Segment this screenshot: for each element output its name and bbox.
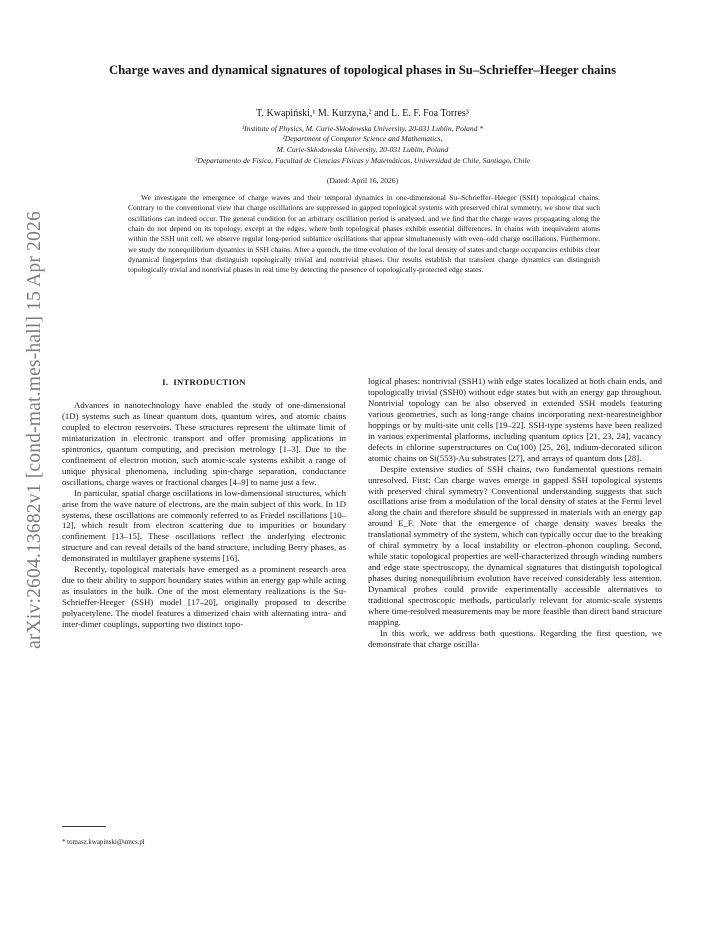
date-line: (Dated: April 16, 2026) (326, 176, 399, 185)
paragraph: In particular, spatial charge oscillations in low-dimensional structures, which arise from the wave nature of electrons, are the main subject of this work. In 1D systems, these oscillations are commonly referred to as Friedel oscillations [10–12], which result from electron scattering due to impurities or boundary confinement [13–15]. These oscillations reflect the underlying electronic structure and can reveal details of the band structure, including Berry phases, as demonstrated in multilayer graphene systems [16]. (62, 487, 346, 564)
arxiv-identifier-margin (20, 200, 50, 660)
paragraph: Despite extensive studies of SSH chains, two fundamental questions remain unresolved. First: Can charge waves emerge in gapped SSH topological systems with preserved chiral symmetry? Conventional understanding suggests that such oscillations arise from a modulation of the local density of states at the Fermi level along the chain and therefore should be suppressed in materials with an energy gap around E_F. Note that the emergence of charge density waves breaks the translational symmetry of the system, which can typically occur due to the breaking of chiral symmetry by a local instability or electron–phonon coupling. Second, while static topological properties are well-characterized through winding numbers and edge state spectroscopy, the dynamical signatures that distinguish topological phases during nonequilibrium evolution have received considerably less attention. Dynamical probes could provide experimentally accessible alternatives to traditional spectroscopic methods, particularly relevant for atomic-scale systems where time-resolved measurements may be more feasible than direct band structure mapping. (368, 463, 662, 627)
section-title: INTRODUCTION (173, 377, 246, 387)
left-column (62, 400, 346, 630)
paragraph: In this work, we address both questions. Regarding the first question, we demonstrate that charge oscilla- (368, 627, 662, 649)
paper-title: Charge waves and dynamical signatures of topological phases in Su–Schrieffer–Heeger chains (108, 63, 617, 77)
paragraph: Advances in nanotechnology have enabled the study of one-dimensional (1D) systems such as linear quantum dots, quantum wires, and atomic chains coupled to electron reservoirs. These structures represent the ultimate limit of miniaturization in electronic transport and offer promising applications in spintronics, quantum computing, and precision metrology [1–3]. Due to the confinement of electron motion, such atomic-scale systems exhibit a range of unique physical phenomena, including spin-charge separation, conductance oscillations, charge waves or fractional charges [4–9] to name just a few. (62, 400, 346, 487)
section-heading (62, 377, 346, 387)
abstract: We investigate the emergence of charge waves and their temporal dynamics in one-dimensional Su–Schrieffer–Heeger (SSH) topological chains. Contrary to the conventional view that charge oscillations are suppressed in gapped topological systems with preserved chiral symmetry, we show that such oscillations can indeed occur. The general condition for an arbitrary oscillation period is analysed, and we find that the charge waves propagating along the chain do not depend on its topology, except at the edges, where both topological phases exhibit essential differences. In chains with inequivalent atoms within the SSH unit cell, we observe regular long-period sublattice oscillations that appear simultaneously with even–odd charge oscillations. Furthermore, we study the nonequilibrium dynamics in SSH chains. After a quench, the time evolution of the local density of states and charge occupancies exhibits clear dynamical fingerprints that distinguish topologically trivial and nontrivial phases. Our results establish that transient charge dynamics can distinguish topologically trivial and nontrivial phases in real time by detecting the presence of topologically-protected edge states. (128, 193, 600, 275)
footnote-divider (62, 826, 106, 827)
affiliation-3: ³Departamento de Física, Facultad de Ciencias Físicas y Matemáticas, Universidad de Chile, Santiago, Chile (195, 156, 530, 165)
paragraph: Recently, topological materials have emerged as a prominent research area due to their ability to support boundary states within an energy gap while acting as insulators in the bulk. One of the most elementary realizations is the Su-Schrieffer-Heeger (SSH) model [17–20], originally proposed to describe polyacetylene. The model features a dimerized chain with alternating intra- and inter-dimer couplings, supporting two distinct topo- (62, 564, 346, 630)
affiliation-1: ¹Institute of Physics, M. Curie-Skłodowska University, 20-031 Lublin, Poland * (241, 124, 484, 133)
affiliation-2-address: M. Curie-Skłodowska University, 20-031 Lublin, Poland (276, 145, 449, 154)
right-column (368, 376, 662, 650)
paragraph: logical phases: nontrivial (SSH1) with edge states localized at both chain ends, and topologically trivial (SSH0) without edge states but with an energy gap throughout. Nontrivial topology can be also observed in extended SSH models featuring various geometries, such as long-range chains incorporating next-nearestneighbor hoppings or by multi-site unit cells [19–22]. SSH-type systems have been realized in various experimental platforms, including quantum optics [21, 23, 24], vacancy defects in chlorine superstructures on Cu(100) [25, 26], indium-decorated silicon atomic chains on Si(553)-Au substrates [27], and arrays of quantum dots [28]. (368, 376, 662, 463)
author-list: T. Kwapiński,¹ M. Kurzyna,² and L. E. F. Foa Torres³ (256, 108, 469, 119)
arxiv-identifier: arXiv:2604.13682v1 [cond-mat.mes-hall] 15 Apr 2026 (24, 211, 45, 649)
corresponding-author-footnote: * tomasz.kwapinski@umcs.pl (62, 839, 145, 846)
affiliation-2: ²Department of Computer Science and Mathematics, (282, 134, 443, 143)
section-number: I. (162, 377, 169, 387)
